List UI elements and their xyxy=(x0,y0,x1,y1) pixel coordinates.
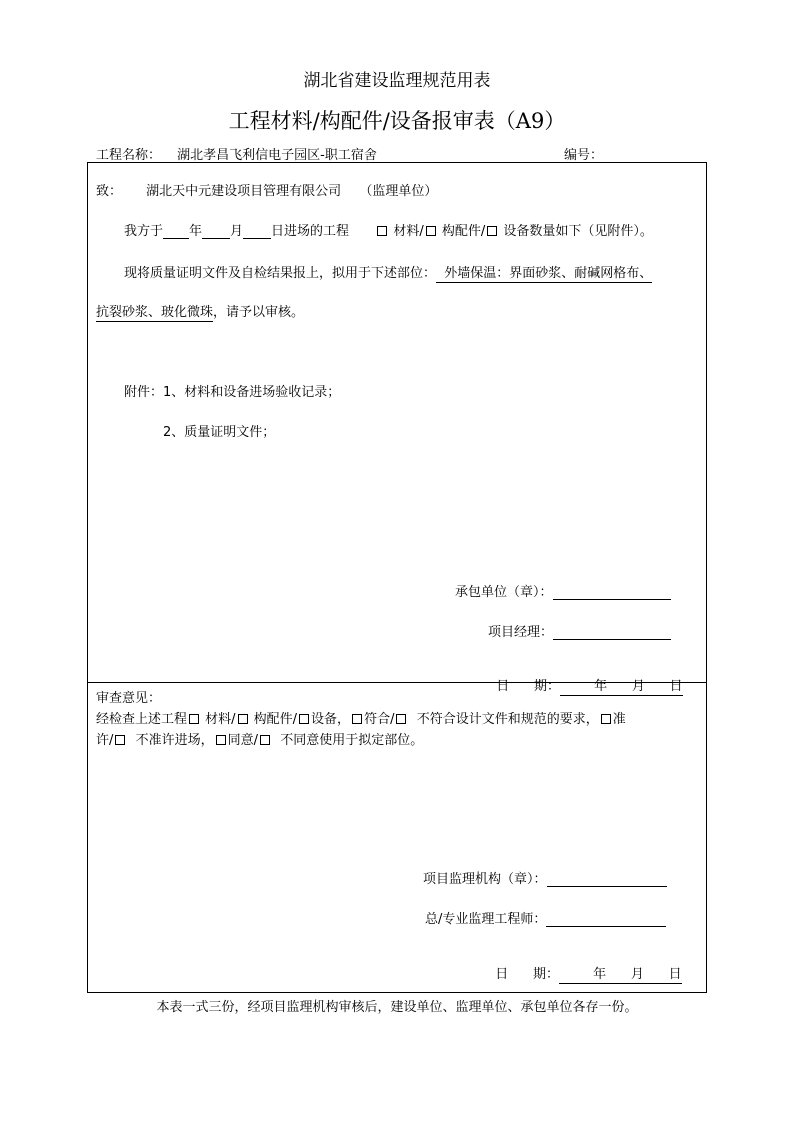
project-row xyxy=(96,144,377,163)
review-equipment-checkbox[interactable] xyxy=(299,714,309,724)
form-title: 工程材料/构配件/设备报审表（A9） xyxy=(228,109,566,133)
project-name: 湖北孝昌飞利信电子园区-职工宿舍 xyxy=(177,148,377,163)
permit-checkbox[interactable] xyxy=(601,714,611,724)
review-date-row xyxy=(487,948,682,982)
number-field[interactable] xyxy=(603,148,697,163)
engineer-label: 总/专业监理工程师： xyxy=(425,912,547,927)
submission-date-label: 日 期： xyxy=(496,679,561,694)
attachment-line-1: 附件：1、材料和设备进场验收记录； xyxy=(124,385,341,400)
manager-signature-field[interactable] xyxy=(553,625,671,640)
contractor-label: 承包单位（章）： xyxy=(455,585,553,600)
to-role: （监理单位） xyxy=(359,184,438,199)
to-org: 湖北天中元建设项目管理有限公司 xyxy=(146,184,342,199)
review-date-value[interactable]: 年 月 日 xyxy=(559,967,682,984)
project-label: 工程名称： xyxy=(96,148,162,163)
to-label: 致： xyxy=(96,184,123,199)
org-title: 湖北省建设监理规范用表 xyxy=(303,71,491,91)
engineer-signature-field[interactable] xyxy=(546,912,666,927)
location-text-2: 抗裂砂浆、玻化微珠 xyxy=(96,305,214,320)
review-line-1: 经检查上述工程 材料/ 构配件/ 设备， 符合/ 不符合设计文件和规范的要求， 准 xyxy=(96,712,626,727)
location-line-2: 抗裂砂浆、玻化微珠，请予以审核。 xyxy=(96,305,305,320)
not-permit-checkbox[interactable] xyxy=(115,735,125,745)
review-title: 审查意见： xyxy=(96,691,162,706)
materials-checkbox[interactable] xyxy=(377,226,387,236)
nonconform-checkbox[interactable] xyxy=(396,714,406,724)
agency-label: 项目监理机构（章）： xyxy=(423,872,547,887)
agree-checkbox[interactable] xyxy=(216,735,226,745)
footer-note: 本表一式三份，经项目监理机构审核后，建设单位、监理单位、承包单位各存一份。 xyxy=(156,1000,638,1015)
location-line-1: 现将质量证明文件及自检结果报上，拟用于下述部位： 外墙保温：界面砂浆、耐碱网格布、 xyxy=(124,266,653,281)
conform-checkbox[interactable] xyxy=(352,714,362,724)
submission-date-value[interactable]: 年 月 日 xyxy=(560,679,683,696)
contractor-signature-field[interactable] xyxy=(553,585,671,600)
components-checkbox[interactable] xyxy=(426,226,436,236)
review-components-checkbox[interactable] xyxy=(238,714,248,724)
attachment-item-1: 1、材料和设备进场验收记录； xyxy=(163,385,341,400)
equipment-checkbox[interactable] xyxy=(487,226,497,236)
agency-row xyxy=(423,868,667,887)
day-field[interactable] xyxy=(243,224,271,239)
review-date-label: 日 期： xyxy=(495,967,560,982)
manager-row xyxy=(488,621,671,640)
contractor-row xyxy=(455,581,671,600)
number-row xyxy=(564,144,697,163)
number-label: 编号： xyxy=(564,148,604,163)
month-field[interactable] xyxy=(202,224,230,239)
entry-line: 我方于 年 月 日进场的工程 材料/ 构配件/ 设备数量如下（见附件）。 xyxy=(124,224,653,239)
review-materials-checkbox[interactable] xyxy=(189,714,199,724)
agency-signature-field[interactable] xyxy=(547,872,667,887)
attachment-item-2: 2、质量证明文件； xyxy=(163,425,276,440)
disagree-checkbox[interactable] xyxy=(260,735,270,745)
year-field[interactable] xyxy=(163,224,189,239)
location-text-1: 外墙保温：界面砂浆、耐碱网格布、 xyxy=(436,266,653,281)
review-line-2: 许/ 不准许进场， 同意/ 不同意使用于拟定部位。 xyxy=(96,733,424,748)
to-line xyxy=(96,180,437,199)
engineer-row xyxy=(425,908,666,927)
manager-label: 项目经理： xyxy=(488,625,554,640)
